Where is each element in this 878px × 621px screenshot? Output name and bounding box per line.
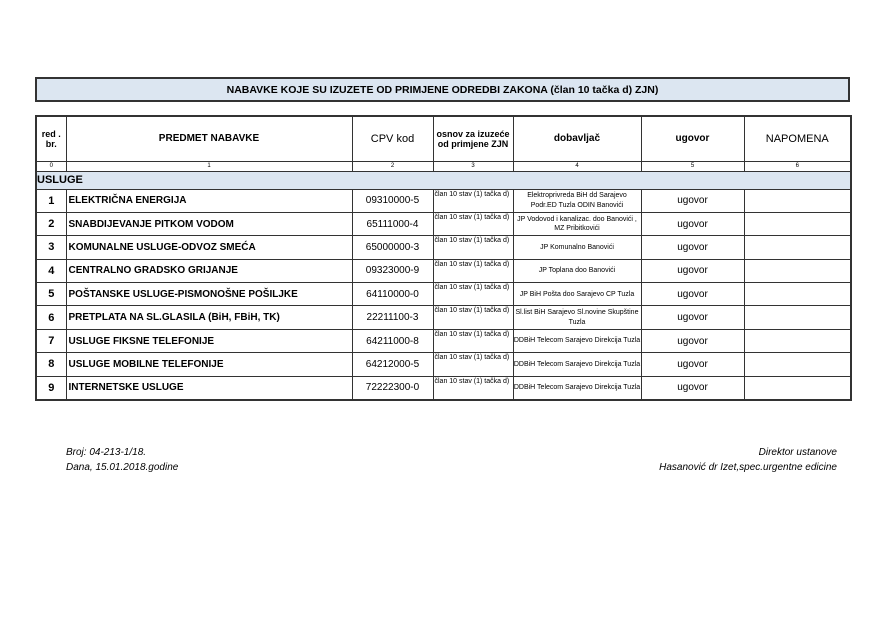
subject-name: CENTRALNO GRADSKO GRIJANJE (66, 259, 352, 282)
exemption-basis: član 10 stav (1) tačka d) (433, 306, 513, 329)
exemption-basis: član 10 stav (1) tačka d) (433, 283, 513, 306)
subject-name: SNABDIJEVANJE PITKOM VODOM (66, 212, 352, 235)
contract-type: ugovor (641, 353, 744, 376)
header-cpv: CPV kod (352, 116, 433, 161)
row-number: 8 (36, 353, 66, 376)
contract-type: ugovor (641, 259, 744, 282)
subject-name: KOMUNALNE USLUGE-ODVOZ SMEĆA (66, 236, 352, 259)
column-number: 6 (744, 161, 851, 171)
contract-type: ugovor (641, 306, 744, 329)
row-number: 5 (36, 283, 66, 306)
row-number: 2 (36, 212, 66, 235)
column-number: 1 (66, 161, 352, 171)
column-number: 5 (641, 161, 744, 171)
remark (744, 236, 851, 259)
cpv-code: 64110000-0 (352, 283, 433, 306)
subject-name: PRETPLATA NA SL.GLASILA (BiH, FBiH, TK) (66, 306, 352, 329)
row-number: 7 (36, 329, 66, 352)
subject-name: USLUGE MOBILNE TELEFONIJE (66, 353, 352, 376)
remark (744, 376, 851, 399)
document-title: NABAVKE KOJE SU IZUZETE OD PRIMJENE ODREDBI ZAKONA (član 10 tačka d) ZJN) (35, 77, 850, 102)
subject-name: POŠTANSKE USLUGE-PISMONOŠNE POŠILJKE (66, 283, 352, 306)
row-number: 1 (36, 189, 66, 212)
row-number: 4 (36, 259, 66, 282)
table-row (36, 283, 851, 306)
contract-type: ugovor (641, 212, 744, 235)
supplier-name: DDBiH Telecom Sarajevo Direkcija Tuzla (513, 329, 641, 352)
supplier-name: Sl.list BiH Sarajevo Sl.novine Skupštine Tuzla (513, 306, 641, 329)
table-row (36, 236, 851, 259)
remark (744, 259, 851, 282)
supplier-name: JP Toplana doo Banovići (513, 259, 641, 282)
exemption-basis: član 10 stav (1) tačka d) (433, 236, 513, 259)
table-row (36, 353, 851, 376)
supplier-name: JP Vodovod i kanalizac. doo Banovići , MZ Pribitkovići (513, 212, 641, 235)
remark (744, 306, 851, 329)
table-row (36, 306, 851, 329)
row-number: 6 (36, 306, 66, 329)
cpv-code: 09310000-5 (352, 189, 433, 212)
remark (744, 283, 851, 306)
cpv-code: 72222300-0 (352, 376, 433, 399)
director-title: Direktor ustanove (758, 447, 837, 458)
cpv-code: 09323000-9 (352, 259, 433, 282)
footer-right (659, 445, 837, 475)
document-number: Broj: 04-213-1/18. (66, 447, 147, 458)
column-number-row (36, 161, 851, 171)
contract-type: ugovor (641, 189, 744, 212)
exemption-basis: član 10 stav (1) tačka d) (433, 376, 513, 399)
section-label: USLUGE (36, 171, 851, 189)
row-number: 3 (36, 236, 66, 259)
document-date: Dana, 15.01.2018.godine (66, 462, 179, 473)
contract-type: ugovor (641, 283, 744, 306)
column-number: 2 (352, 161, 433, 171)
remark (744, 212, 851, 235)
exemption-basis: član 10 stav (1) tačka d) (433, 212, 513, 235)
column-number: 4 (513, 161, 641, 171)
remark (744, 353, 851, 376)
cpv-code: 65111000-4 (352, 212, 433, 235)
supplier-name: JP BiH Pošta doo Sarajevo CP Tuzla (513, 283, 641, 306)
subject-name: ELEKTRIČNA ENERGIJA (66, 189, 352, 212)
header-napomena: NAPOMENA (744, 116, 851, 161)
exemption-basis: član 10 stav (1) tačka d) (433, 329, 513, 352)
supplier-name: DDBiH Telecom Sarajevo Direkcija Tuzla (513, 376, 641, 399)
director-name: Hasanović dr Izet,spec.urgentne edicine (659, 462, 837, 473)
header-red-br: red . br. (36, 116, 66, 161)
procurement-table (35, 115, 852, 401)
cpv-code: 64212000-5 (352, 353, 433, 376)
contract-type: ugovor (641, 329, 744, 352)
supplier-name: Elektroprivreda BiH dd Sarajevo Podr.ED Tuzla ODIN Banovići (513, 189, 641, 212)
table-row (36, 259, 851, 282)
table-row (36, 329, 851, 352)
footer-left (66, 445, 178, 475)
header-ugovor: ugovor (641, 116, 744, 161)
row-number: 9 (36, 376, 66, 399)
exemption-basis: član 10 stav (1) tačka d) (433, 189, 513, 212)
column-number: 0 (36, 161, 66, 171)
subject-name: USLUGE FIKSNE TELEFONIJE (66, 329, 352, 352)
remark (744, 329, 851, 352)
column-number: 3 (433, 161, 513, 171)
contract-type: ugovor (641, 236, 744, 259)
table-row (36, 376, 851, 399)
table-row (36, 212, 851, 235)
header-dobavljac: dobavljač (513, 116, 641, 161)
exemption-basis: član 10 stav (1) tačka d) (433, 353, 513, 376)
table-row (36, 189, 851, 212)
cpv-code: 64211000-8 (352, 329, 433, 352)
supplier-name: JP Komunalno Banovići (513, 236, 641, 259)
header-predmet: PREDMET NABAVKE (66, 116, 352, 161)
exemption-basis: član 10 stav (1) tačka d) (433, 259, 513, 282)
section-row (36, 171, 851, 189)
subject-name: INTERNETSKE USLUGE (66, 376, 352, 399)
supplier-name: DDBiH Telecom Sarajevo Direkcija Tuzla (513, 353, 641, 376)
cpv-code: 65000000-3 (352, 236, 433, 259)
remark (744, 189, 851, 212)
cpv-code: 22211100-3 (352, 306, 433, 329)
contract-type: ugovor (641, 376, 744, 399)
header-osnov: osnov za izuzeće od primjene ZJN (433, 116, 513, 161)
